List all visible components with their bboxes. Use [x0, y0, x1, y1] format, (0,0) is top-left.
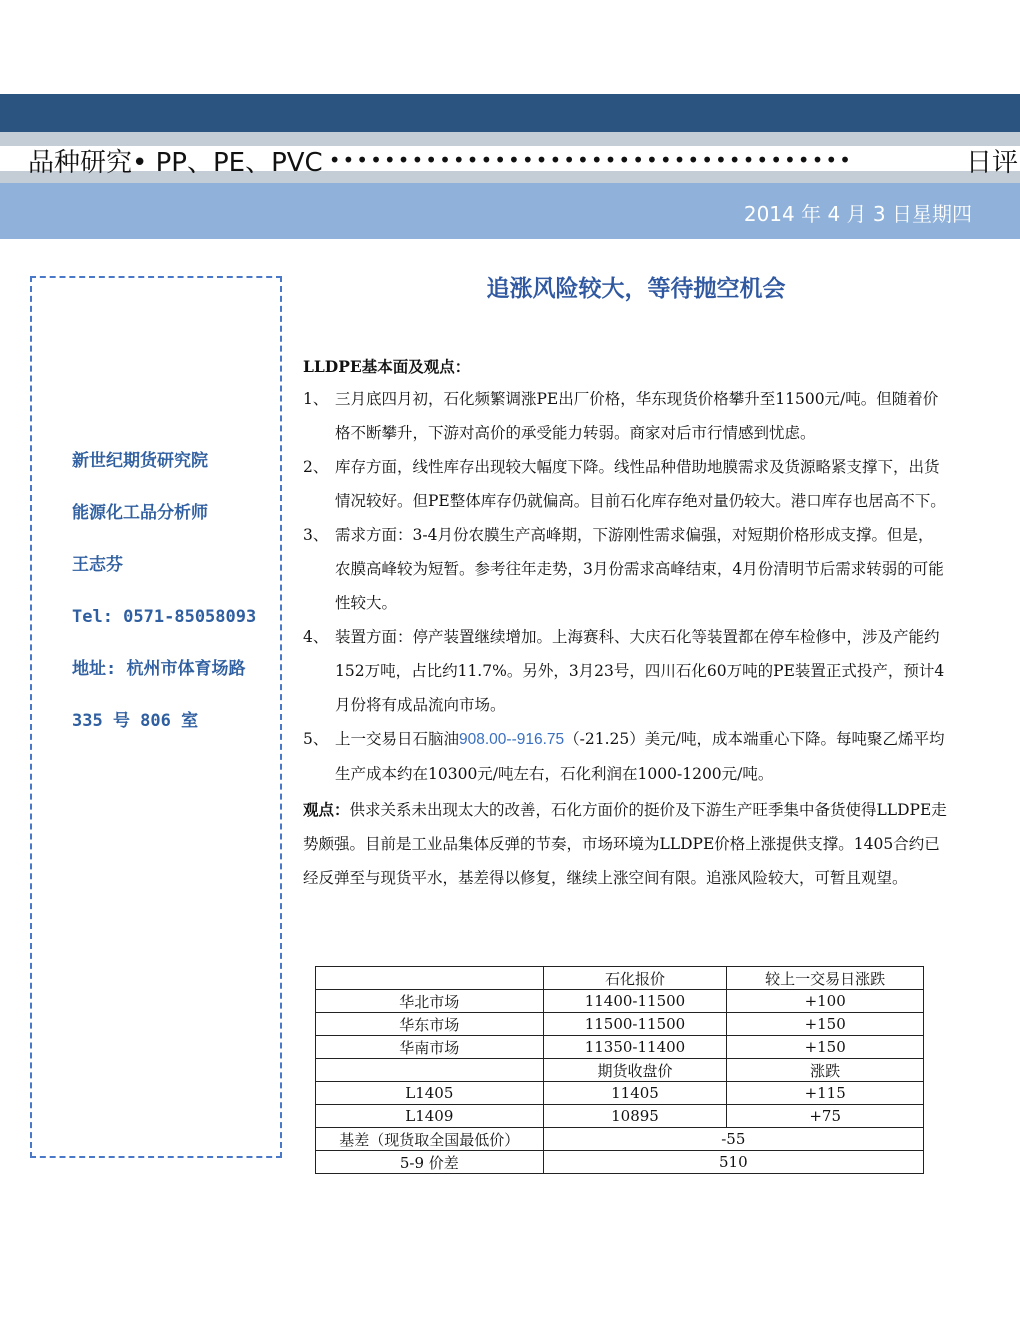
table-header-cell: 石化报价 — [543, 967, 727, 990]
analyst-address-line2: 335 号 806 室 — [72, 711, 199, 731]
table-cell: 11405 — [543, 1082, 727, 1105]
analyst-info — [72, 448, 256, 760]
point-item — [303, 450, 948, 518]
table-cell: L1409 — [316, 1105, 544, 1128]
point-number: 3、 — [303, 526, 329, 544]
point-text: 需求方面：3-4月份农膜生产高峰期，下游刚性需求偏强，对短期价格形成支撑。但是，农膜高峰较为短暂。参考往年走势，3月份需求高峰结束，4月份清明节后需求转弱的可能性较大。 — [335, 526, 944, 612]
analyst-address-line1: 地址: 杭州市体育场路 — [72, 659, 246, 679]
table-row — [316, 990, 924, 1013]
table-row — [316, 1036, 924, 1059]
table-cell: +150 — [727, 1013, 924, 1036]
table-cell: -55 — [543, 1128, 923, 1151]
point-item — [303, 722, 948, 791]
table-cell: +100 — [727, 990, 924, 1013]
table-cell: +75 — [727, 1105, 924, 1128]
table-cell: 华北市场 — [316, 990, 544, 1013]
table-cell: 11350-11400 — [543, 1036, 727, 1059]
table-row — [316, 1128, 924, 1151]
analyst-sidebar — [30, 276, 282, 1158]
header-dots: •••••••••••••••••••••••••••••••••••••• — [328, 148, 853, 172]
point-text: 库存方面，线性库存出现较大幅度下降。线性品种借助地膜需求及货源略紧支撑下，出货情况较好。但PE整体库存仍就偏高。目前石化库存绝对量仍较大。港口库存也居高不下。 — [335, 458, 946, 510]
section-heading: LLDPE基本面及观点： — [303, 357, 471, 376]
table-header-cell: 较上一交易日涨跌 — [727, 967, 924, 990]
table-cell: 10895 — [543, 1105, 727, 1128]
view-text: 供求关系未出现太大的改善，石化方面价的挺价及下游生产旺季集中备货使得LLDPE走势颇强。目前是工业品集体反弹的节奏，市场环境为LLDPE价格上涨提供支撑。1405合约已经反弹至与现货平水，基差得以修复，继续上涨空间有限。追涨风险较大，可暂且观望。 — [303, 801, 947, 887]
table-header-cell: 涨跌 — [727, 1059, 924, 1082]
analyst-role: 能源化工品分析师 — [72, 503, 208, 523]
table-cell: +115 — [727, 1082, 924, 1105]
table-cell: 11500-11500 — [543, 1013, 727, 1036]
table-cell: 基差（现货取全国最低价） — [316, 1128, 544, 1151]
table-cell: 11400-11500 — [543, 990, 727, 1013]
header-title-right: 日评 — [965, 147, 1018, 178]
view-paragraph — [303, 793, 948, 895]
table-row — [316, 967, 924, 990]
table-cell — [316, 967, 544, 990]
table-cell: +150 — [727, 1036, 924, 1059]
table-header-cell: 期货收盘价 — [543, 1059, 727, 1082]
point-text: 装置方面：停产装置继续增加。上海赛科、大庆石化等装置都在停车检修中，涉及产能约152万吨，占比约11.7%。另外，3月23号，四川石化60万吨的PE装置正式投产，预计4月份将有成品流向市场。 — [335, 628, 945, 714]
analyst-name: 王志芬 — [72, 555, 123, 575]
point-number: 1、 — [303, 390, 329, 408]
header-title-left: 品种研究• PP、PE、PVC — [28, 147, 323, 178]
view-label: 观点： — [303, 800, 350, 819]
point-text-pre: 上一交易日石脑油 — [335, 730, 460, 748]
point-item — [303, 620, 948, 722]
analyst-org: 新世纪期货研究院 — [72, 451, 208, 471]
report-header-title — [28, 140, 1018, 180]
header-band-dark — [0, 94, 1020, 132]
table-row — [316, 1082, 924, 1105]
article-title: 追涨风险较大，等待抛空机会 — [486, 275, 786, 302]
price-table — [315, 966, 924, 1174]
point-item — [303, 518, 948, 620]
point-text: 三月底四月初，石化频繁调涨PE出厂价格，华东现货价格攀升至11500元/吨。但随着价格不断攀升，下游对高价的承受能力转弱。商家对后市行情感到忧虑。 — [335, 390, 939, 442]
point-number: 2、 — [303, 458, 329, 476]
table-cell: L1405 — [316, 1082, 544, 1105]
table-row — [316, 1151, 924, 1174]
table-cell: 华东市场 — [316, 1013, 544, 1036]
analyst-tel: Tel: 0571-85058093 — [72, 607, 257, 627]
report-date: 2014 年 4 月 3 日星期四 — [743, 202, 972, 226]
point-number: 4、 — [303, 628, 329, 646]
point-text-post: （-21.25）美元/吨，成本端重心下降。每吨聚乙烯平均生产成本约在10300元/吨左右，石化利润在1000-1200元/吨。 — [335, 730, 945, 783]
table-row — [316, 1105, 924, 1128]
table-cell: 510 — [543, 1151, 923, 1174]
table-row — [316, 1013, 924, 1036]
table-cell: 华南市场 — [316, 1036, 544, 1059]
naphtha-price: 908.00--916.75 — [459, 731, 565, 748]
point-number: 5、 — [303, 730, 329, 748]
point-item — [303, 382, 948, 450]
table-cell: 5-9 价差 — [316, 1151, 544, 1174]
article-body — [303, 352, 948, 895]
table-cell — [316, 1059, 544, 1082]
table-row — [316, 1059, 924, 1082]
